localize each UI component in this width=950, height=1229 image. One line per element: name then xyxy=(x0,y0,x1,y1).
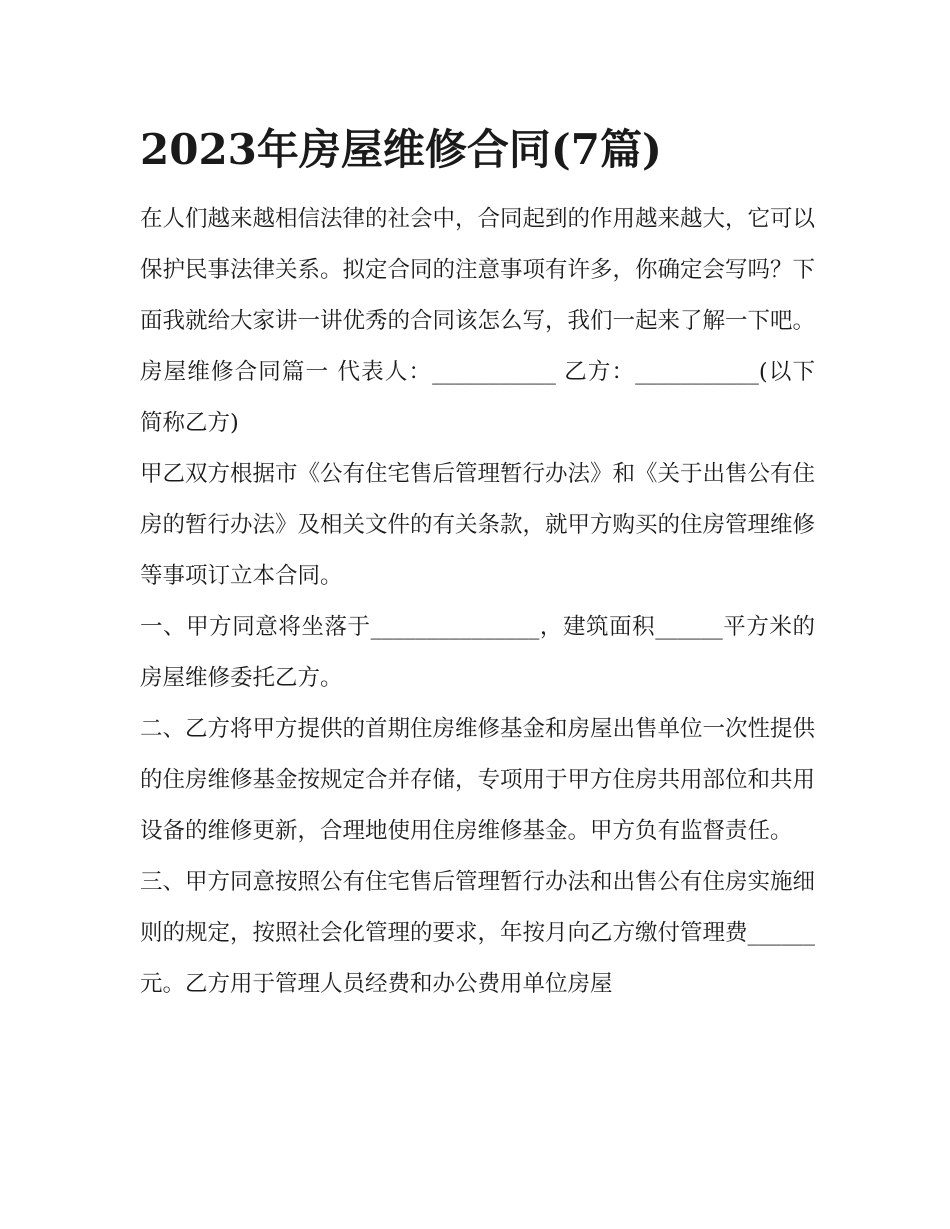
preamble-paragraph: 甲乙双方根据市《公有住宅售后管理暂行办法》和《关于出售公有住房的暂行办法》及相关文件的有关条款，就甲方购买的住房管理维修等事项订立本合同。 xyxy=(140,461,816,589)
clause-one: 一、甲方同意将坐落于_______________，建筑面积______平方米的房屋维修委托乙方。 xyxy=(140,614,815,691)
contract-one-header: 房屋维修合同篇一 代表人：___________ 乙方：___________(以下简称乙方) xyxy=(140,359,815,436)
clause-two: 二、乙方将甲方提供的首期住房维修基金和房屋出售单位一次性提供的住房维修基金按规定合并存储，专项用于甲方住房共用部位和共用设备的维修更新，合理地使用住房维修基金。甲方负有监督责任。 xyxy=(140,716,816,844)
clause-three: 三、甲方同意按照公有住宅售后管理暂行办法和出售公有住房实施细则的规定，按照社会化管理的要求，年按月向乙方缴付管理费______元。乙方用于管理人员经费和办公费用单位房屋 xyxy=(140,869,816,997)
document-title: 2023年房屋维修合同(7篇) xyxy=(140,125,662,174)
document-page xyxy=(140,122,815,1010)
intro-paragraph: 在人们越来越相信法律的社会中，合同起到的作用越来越大，它可以保护民事法律关系。拟定合同的注意事项有许多，你确定会写吗？下面我就给大家讲一讲优秀的合同该怎么写，我们一起来了解一下吧。 xyxy=(140,206,816,334)
